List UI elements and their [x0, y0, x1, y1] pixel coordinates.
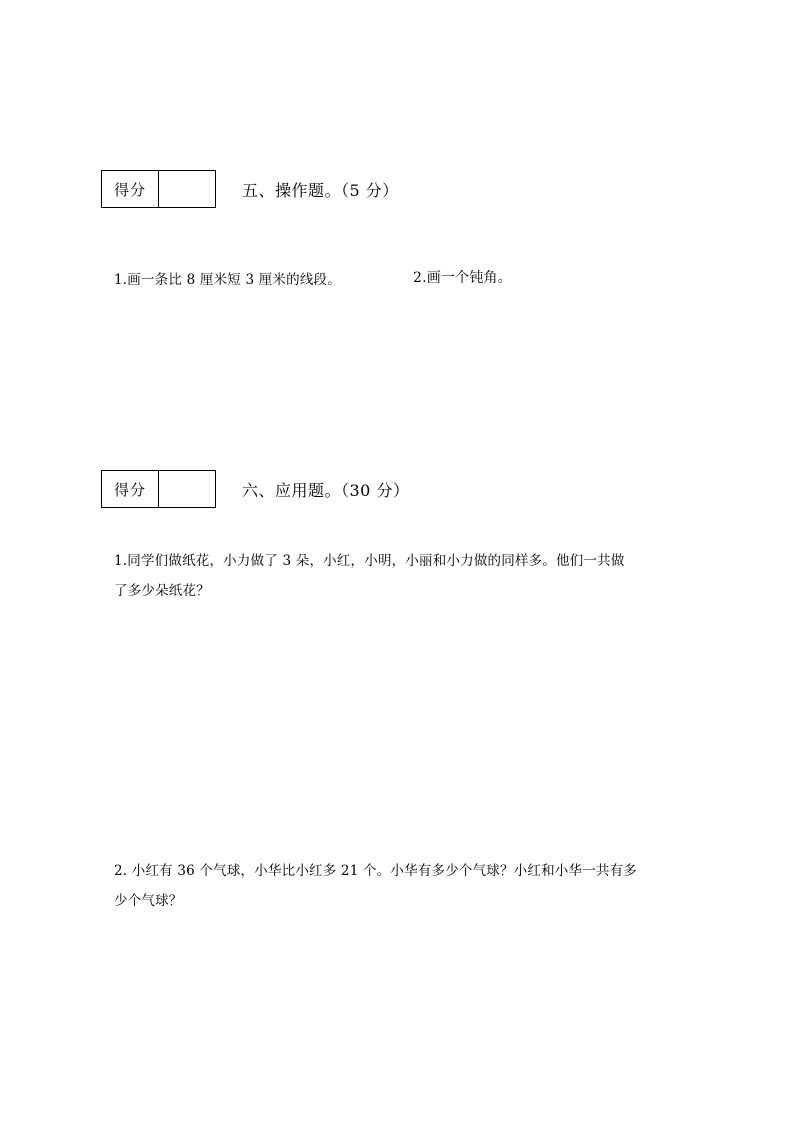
- score-input-five[interactable]: [158, 171, 215, 207]
- section-title-six: 六、应用题。（30 分）: [242, 480, 410, 500]
- score-input-six[interactable]: [158, 471, 215, 507]
- question-6-1-line-2: 了多少朵纸花？: [114, 583, 210, 599]
- section-title-five: 五、操作题。（5 分）: [242, 180, 399, 200]
- question-6-2-line-2: 少个气球？: [114, 893, 183, 909]
- question-6-2: [114, 856, 704, 916]
- section-header-six: [101, 470, 409, 508]
- score-label-six: 得分: [113, 480, 146, 499]
- question-6-1: [114, 546, 704, 606]
- question-5-1: 1.画一条比 8 厘米短 3 厘米的线段。: [114, 272, 341, 288]
- section-header-five: [101, 170, 399, 208]
- score-box-six: [101, 470, 216, 508]
- question-5-2: 2.画一个钝角。: [413, 270, 512, 286]
- score-box-five: [101, 170, 216, 208]
- score-label-five: 得分: [113, 180, 146, 199]
- question-6-2-line-1: 2. 小红有 36 个气球，小华比小红多 21 个。小华有多少个气球？小红和小华一共有多: [114, 863, 637, 879]
- question-6-1-line-1: 1.同学们做纸花，小力做了 3 朵，小红，小明，小丽和小力做的同样多。他们一共做: [114, 553, 625, 569]
